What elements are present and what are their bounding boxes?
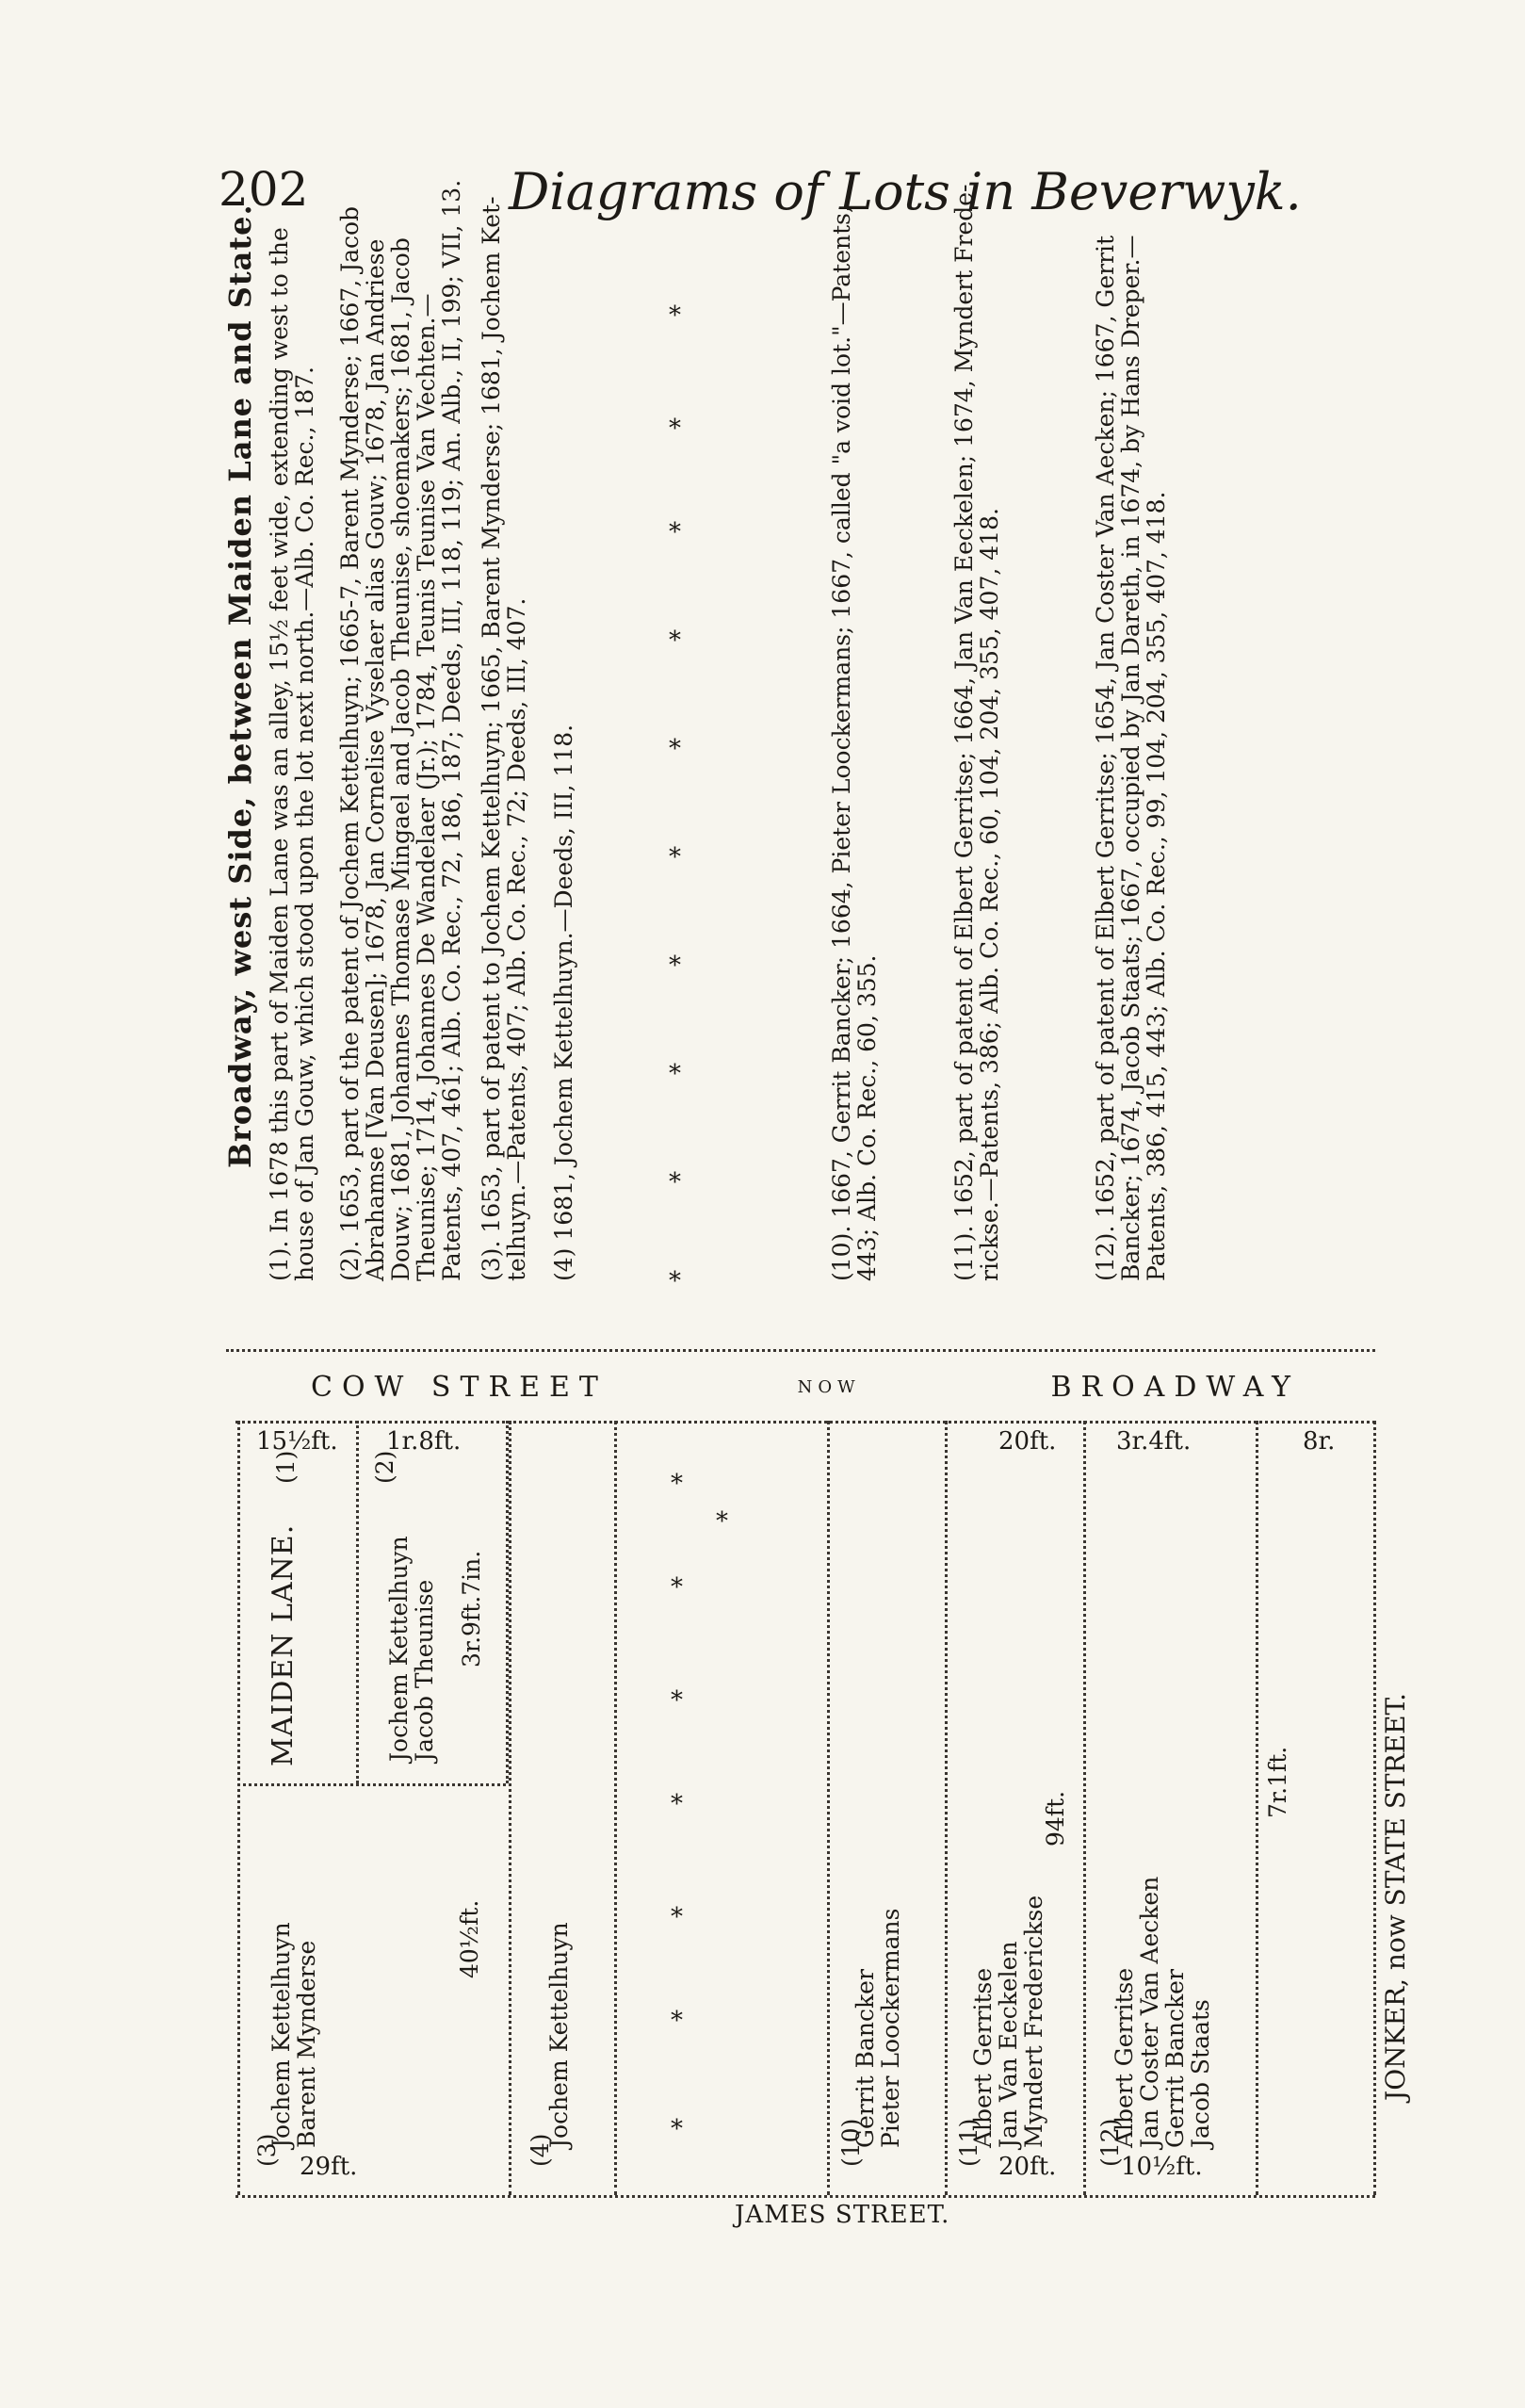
lot11-width-bottom: 20ft.	[998, 2153, 1057, 2181]
lot3-width: 29ft.	[300, 2153, 358, 2181]
lot-star: *	[671, 1903, 683, 1931]
lot-divider	[1083, 1421, 1086, 2195]
lot-divider	[945, 1421, 948, 2195]
lot-star: *	[716, 1507, 728, 1536]
note-star: *	[669, 1060, 681, 1088]
lot12-width-top: 3r.4ft.	[1116, 1427, 1192, 1456]
street-label-jonker: JONKER, now STATE STREET.	[1380, 1693, 1411, 2101]
lot12-depth: 7r.1ft.	[1264, 1746, 1291, 1818]
lot11-width-top: 20ft.	[998, 1427, 1057, 1456]
lot10-number: (10)	[837, 2118, 865, 2167]
note-2: (2). 1653, part of the patent of Jochem Kettelhuyn; 1665-7, Barent Myndersе; 1667, Jacob Abrahamse [Van Deusen]; 1678, Jan Cornelise Vyselaer alias Gouw; 1678, Jan Andriese Douw; 1681, Johannes Thomase Mingael and Jacob Theunise, shoemakers; 1681, Jacob Theunise; 1714, Johannes De Wandelaer (Jr.); 1784, Teunis Teunise Van Vechten.— Patents, 407, 461; Alb. Co. Rec., 72, 186, 187; Deeds, III, 118, 119; An. Alb., II, 199; VII, 13.	[336, 179, 465, 1281]
lot-star: *	[671, 1790, 683, 1818]
lot3-owners: Jochem Kettelhuyn Barent Myndersе	[268, 1922, 320, 2148]
lot-top-border	[235, 1421, 1375, 1424]
lot-star: *	[671, 2115, 683, 2143]
lot-divider	[237, 1421, 240, 2195]
street-label-james: JAMES STREET.	[735, 2201, 950, 2229]
lot-bottom-border	[235, 2195, 1375, 2198]
lot1-width: 15½ft.	[256, 1427, 338, 1456]
note-star: *	[669, 301, 681, 330]
lot-star: *	[671, 1470, 683, 1498]
page-title: Diagrams of Lots in Beverwyk.	[509, 162, 1302, 221]
lot4-owners: Jochem Kettelhuyn	[545, 1922, 573, 2148]
lot-divider	[356, 1421, 359, 1783]
street-border	[226, 1349, 1375, 1352]
lot-divider	[509, 1421, 511, 2195]
note-star: *	[669, 843, 681, 871]
lot12-owners: Albert Gerritse Jan Coster Van Aecken Gerrit Bancker Jacob Staats	[1111, 1876, 1214, 2148]
note-star: *	[669, 735, 681, 763]
note-3: (3). 1653, part of patent to Jochem Kettelhuyn; 1665, Barent Myndersе; 1681, Jochem Ket- telhuyn.—Patents, 407; Alb. Co. Rec., 72; Deeds, III, 407.	[478, 196, 530, 1281]
lot2-depth: 3r.9ft.7in.	[458, 1550, 485, 1668]
street-label-cow: COW STREET NOW BROADWAY	[311, 1371, 1300, 1404]
lot-star: *	[671, 2007, 683, 2035]
lot-divider	[614, 1421, 617, 2195]
lot1-number: (1)	[272, 1450, 300, 1484]
note-star: *	[669, 518, 681, 546]
lot-divider	[827, 1421, 830, 2195]
note-star: *	[669, 1168, 681, 1196]
note-4: (4) 1681, Jochem Kettelhuyn.—Deeds, III, 118.	[550, 724, 577, 1281]
lot-star: *	[671, 1686, 683, 1715]
lot10-owners: Gerrit Bancker Pieter Loockermans	[852, 1908, 904, 2148]
lot-divider	[1373, 1421, 1376, 2195]
note-star: *	[669, 1267, 681, 1295]
note-12: (12). 1652, part of patent of Elbert Gerritse; 1654, Jan Coster Van Aecken; 1667, Gerrit Bancker; 1674, Jacob Staats; 1667, occupied by Jan Dareth, in 1674, by Hans Dreper.— Patents, 386, 415, 443; Alb. Co. Rec., 99, 104, 204, 355, 407, 418.	[1092, 235, 1170, 1281]
lot12-number: (12)	[1096, 2118, 1124, 2167]
lot2-owners: Jochem Kettelhuyn Jacob Theunise	[385, 1536, 438, 1762]
lot12-width-bottom: 10½ft.	[1121, 2153, 1203, 2181]
page-number: 202	[219, 162, 309, 217]
lot11-owners: Albert Gerritse Jan Van Eeckelen Myndert Frederickse	[969, 1895, 1047, 2148]
lot11-depth: 94ft.	[1042, 1790, 1069, 1847]
note-1: (1). In 1678 this part of Maiden Lane was an alley, 15½ feet wide, extending west to the house of Jan Gouw, which stood upon the lot next north.—Alb. Co. Rec., 187.	[266, 227, 318, 1281]
note-10: (10). 1667, Gerrit Bancker; 1664, Pieter Loockermans; 1667, called "a void lot."—Patents, 443; Alb. Co. Rec., 60, 355.	[828, 205, 881, 1281]
lot3-number: (3)	[253, 2133, 281, 2167]
note-11: (11). 1652, part of patent of Elbert Gerritse; 1664, Jan Van Eeckelen; 1674, Myndert Frede- rickse.—Patents, 386; Alb. Co. Rec., 60, 104, 204, 355, 407, 418.	[950, 184, 1003, 1281]
lot-star: *	[671, 1573, 683, 1602]
lot11-number: (11)	[955, 2118, 982, 2167]
note-star: *	[669, 415, 681, 443]
lot2-width: 1r.8ft.	[386, 1427, 462, 1456]
lot4-number: (4)	[527, 2133, 554, 2167]
note-star: *	[669, 626, 681, 655]
lot-last-width: 8r.	[1303, 1427, 1336, 1456]
lot-divider	[1256, 1421, 1258, 2195]
lot2-number: (2)	[371, 1450, 398, 1484]
section-heading: Broadway, west Side, between Maiden Lane and State.	[222, 203, 258, 1168]
lot-divider	[237, 1783, 506, 1786]
lot3-depth: 40½ft.	[456, 1899, 483, 1978]
note-star: *	[669, 952, 681, 980]
street-label-maiden-lane: MAIDEN LANE.	[267, 1523, 300, 1766]
